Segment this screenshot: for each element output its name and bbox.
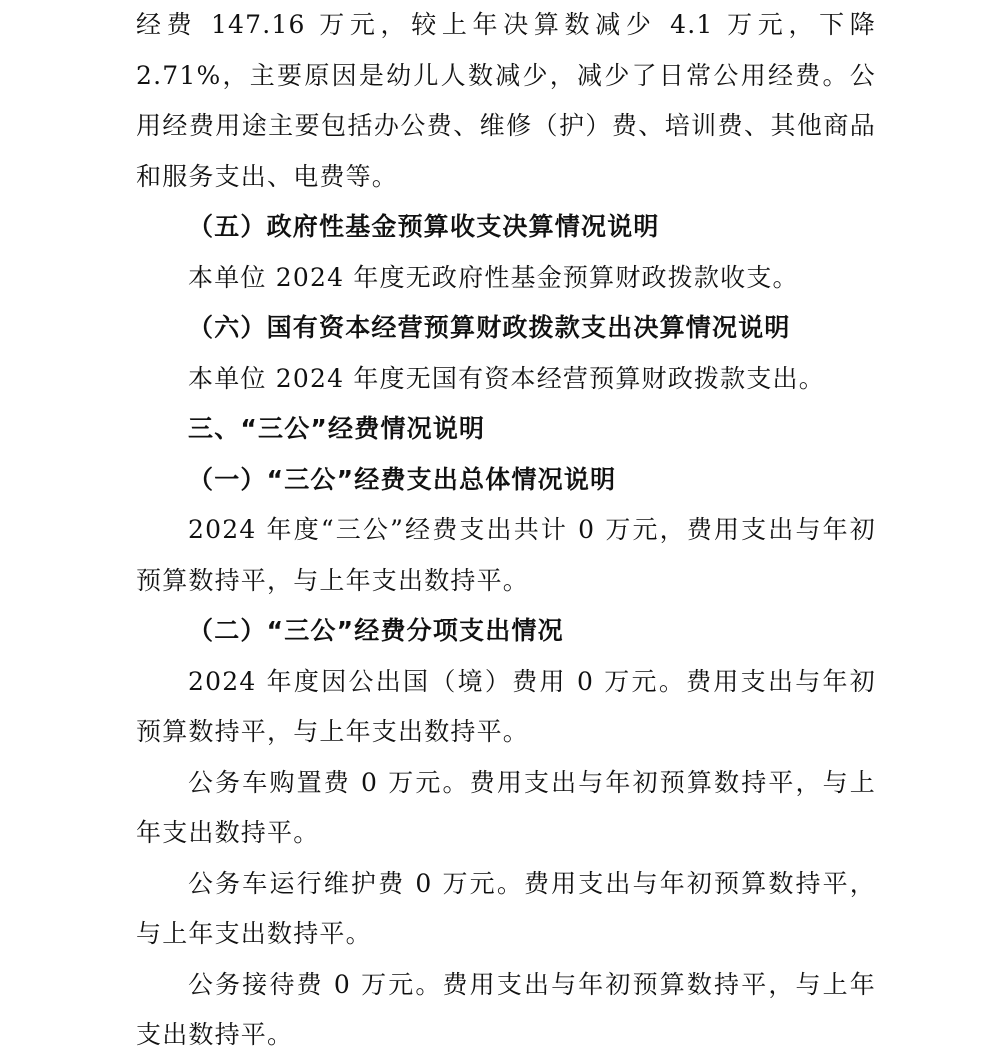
heading-three-public-itemized: （二）“三公”经费分项支出情况 — [188, 616, 564, 645]
heading-three-public-overall: （一）“三公”经费支出总体情况说明 — [188, 464, 617, 494]
paragraph-vehicle-maintenance: 公务车运行维护费 0 万元。费用支出与年初预算数持平，与上年支出数持平。 — [136, 868, 876, 948]
heading-state-capital-budget: （六）国有资本经营预算财政拨款支出决算情况说明 — [188, 313, 791, 342]
paragraph-reception: 公务接待费 0 万元。费用支出与年初预算数持平，与上年支出数持平。 — [136, 969, 876, 1049]
document-page — [136, 0, 876, 1061]
paragraph-overseas-travel: 2024 年度因公出国（境）费用 0 万元。费用支出与年初预算数持平，与上年支出数持平。 — [136, 666, 876, 746]
paragraph-vehicle-purchase: 公务车购置费 0 万元。费用支出与年初预算数持平，与上年支出数持平。 — [136, 767, 876, 847]
paragraph-gov-fund-budget: 本单位 2024 年度无政府性基金预算财政拨款收支。 — [188, 262, 799, 292]
paragraph-public-expense-continued: 经费 147.16 万元，较上年决算数减少 4.1 万元，下降 2.71%，主要原因是幼儿人数减少，减少了日常公用经费。公用经费用途主要包括办公费、维修（护）费、培训费、其他商品和服务支出、电费等。 — [136, 10, 876, 191]
paragraph-state-capital-budget: 本单位 2024 年度无国有资本经营预算财政拨款支出。 — [188, 363, 825, 393]
heading-gov-fund-budget: （五）政府性基金预算收支决算情况说明 — [188, 212, 660, 241]
paragraph-three-public-overall: 2024 年度“三公”经费支出共计 0 万元，费用支出与年初预算数持平，与上年支出数持平。 — [136, 515, 876, 595]
heading-three-public-expenses: 三、“三公”经费情况说明 — [188, 414, 486, 443]
